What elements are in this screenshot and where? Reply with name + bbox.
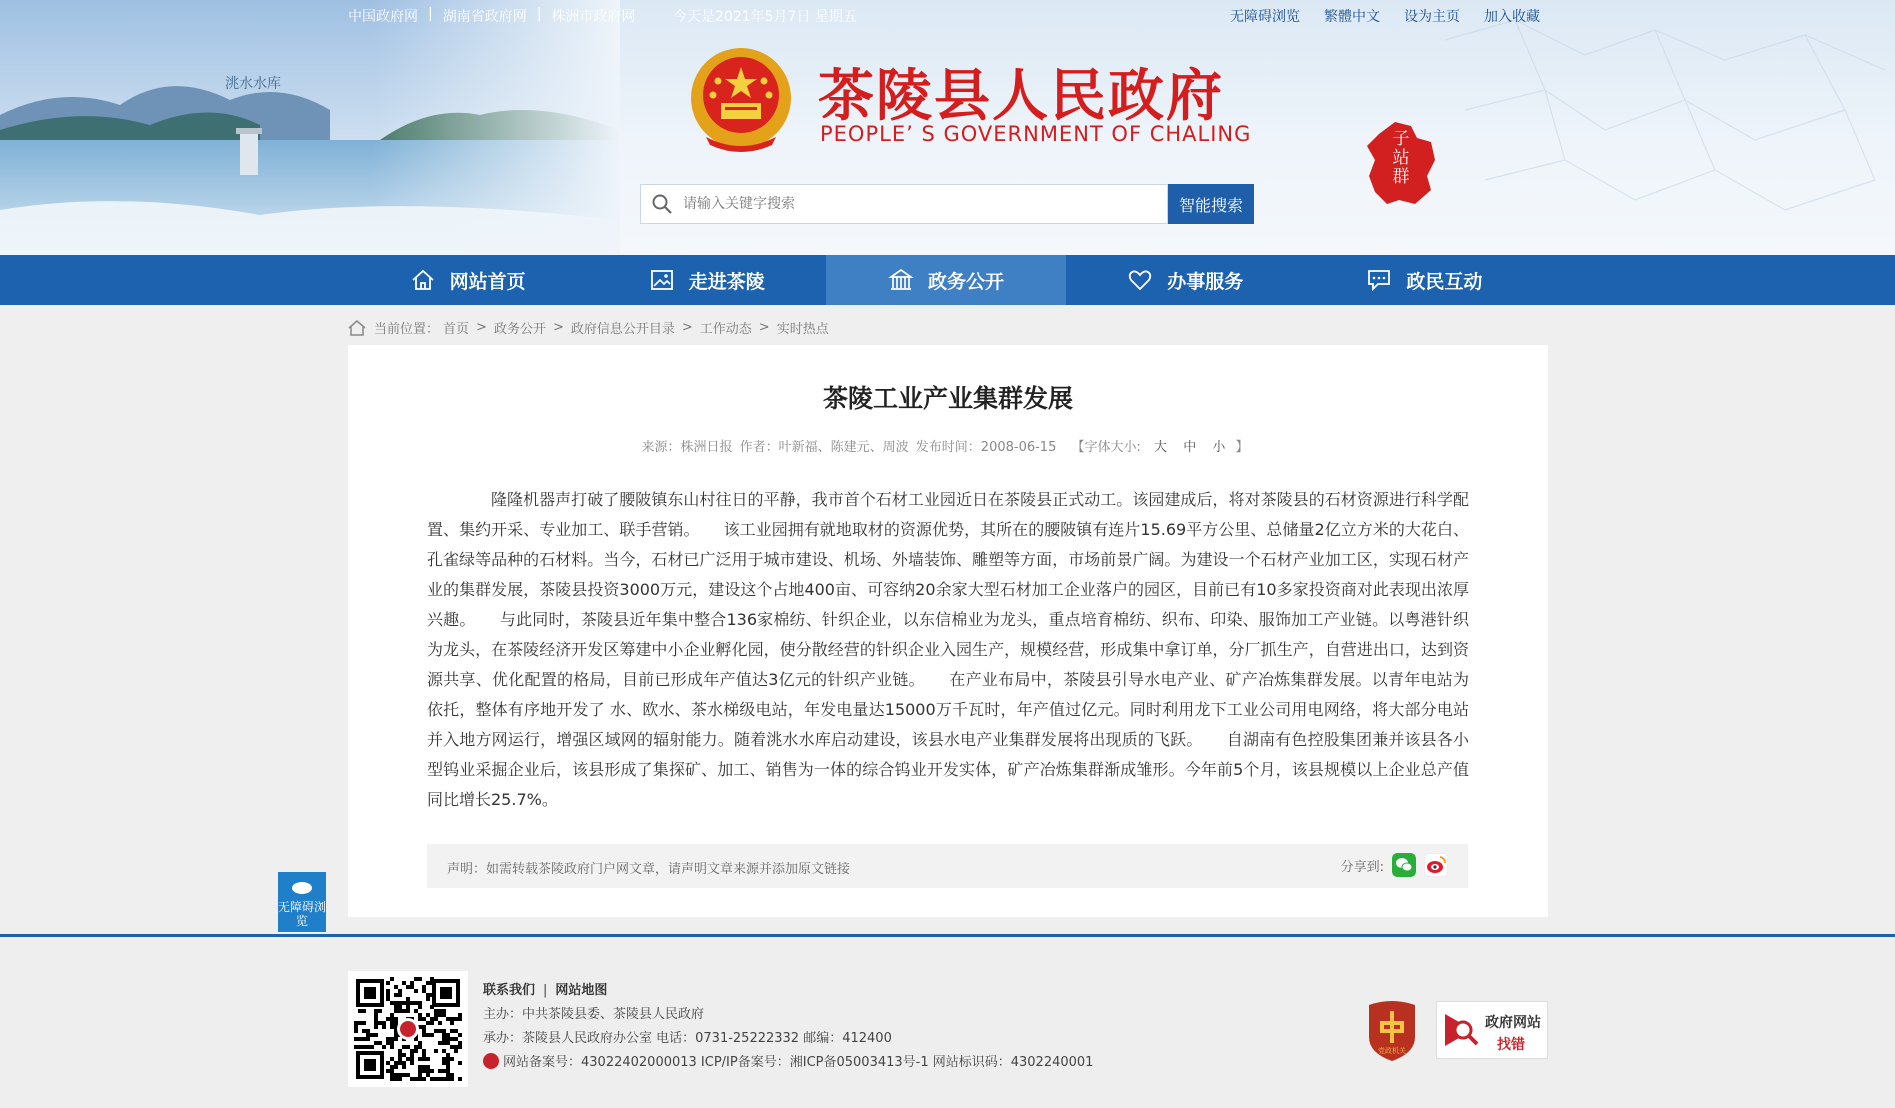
qr-code [348, 971, 468, 1087]
smart-search-button[interactable]: 智能搜索 [1168, 184, 1254, 224]
error-report-title: 政府网站 [1485, 1015, 1541, 1031]
footer-sponsor: 主办：中共茶陵县委、茶陵县人民政府 [483, 1007, 705, 1022]
search-box [640, 184, 1168, 224]
font-size-label: 【字体大小: [1071, 440, 1141, 455]
nav-item-label: 走进茶陵 [688, 270, 765, 293]
article-source: 来源：株洲日报 [641, 440, 733, 455]
font-size-control [1072, 440, 1252, 455]
link-add-favorite[interactable]: 加入收藏 [1484, 9, 1540, 25]
article-author: 作者：叶新福、陈建元、周波 [739, 440, 909, 455]
government-building-icon [888, 267, 914, 293]
breadcrumb-item-catalog[interactable]: 政府信息公开目录 [570, 322, 675, 337]
subsite-label[interactable]: 子站群 [1392, 129, 1410, 187]
font-size-end: 】 [1235, 440, 1249, 455]
reservoir-scenery-image [0, 0, 620, 255]
error-report-subtitle: 找错 [1497, 1037, 1525, 1053]
article-meta [348, 436, 1548, 455]
breadcrumb-item-home[interactable]: 首页 [443, 322, 470, 337]
national-emblem-icon[interactable] [688, 45, 794, 155]
breadcrumb-separator: > [681, 320, 693, 335]
nav-item-government-affairs[interactable] [826, 255, 1065, 305]
error-report-icon [1443, 1012, 1481, 1050]
map-decoration [1425, 0, 1895, 255]
nav-item-label: 网站首页 [449, 270, 526, 293]
breadcrumb-prefix: 当前位置： [374, 322, 440, 337]
nav-item-services[interactable] [1066, 255, 1305, 305]
article-title: 茶陵工业产业集群发展 [822, 384, 1073, 413]
footer-links: 联系我们 | 网站地图 [483, 983, 608, 998]
nav-item-label: 政民互动 [1406, 270, 1483, 293]
home-icon [410, 267, 436, 293]
separator: | [428, 6, 433, 22]
site-header [0, 0, 1895, 255]
breadcrumb-separator: > [476, 320, 487, 335]
footer-organizer: 承办：茶陵县人民政府办公室 电话：0731-25222332 邮编：412400 [483, 1031, 892, 1046]
wechat-icon[interactable] [1392, 853, 1416, 877]
link-hunan-gov[interactable]: 湖南省政府网 [442, 9, 527, 25]
search-icon [641, 184, 683, 224]
weibo-icon[interactable] [1424, 853, 1448, 877]
heart-icon [1127, 267, 1153, 293]
police-badge-icon [483, 1053, 499, 1069]
nav-item-label: 政务公开 [928, 270, 1005, 293]
link-zhuzhou-gov[interactable]: 株洲市政府网 [551, 9, 636, 25]
article-date: 发布时间：2008-06-15 [915, 440, 1057, 455]
link-contact-us[interactable]: 联系我们 [483, 983, 536, 998]
home-icon [348, 320, 366, 336]
gov-site-error-report[interactable] [1436, 1001, 1548, 1059]
breadcrumb-separator: > [758, 320, 770, 335]
font-size-medium[interactable]: 中 [1183, 440, 1197, 455]
article-body: 隆隆机器声打破了腰陂镇东山村往日的平静，我市首个石材工业园近日在茶陵县正式动工。该园建成后，将对茶陵县的石材资源进行科学配置、集约开采、专业加工、联手营销。 该工业园拥有就地取材的资源优势，其所在的腰陂镇有连片15.69平方公里、总储量2亿立方米的大花白、孔雀绿等品种的石材料。当今，石材已广泛用于城市建设、机场、外墙装饰、雕塑等方面，市场前景广阔。为建设一个石材产业加工区，实现石材产业的集群发展，茶陵县投资3000万元，建设这个占地400亩、可容纳20余家大型石材加工企业落户的园区，目前已有10多家投资商对此表现出浓厚兴趣。 与此同时，茶陵县近年集中整合136家棉纺、针织企业，以东信棉业为龙头，重点培育棉纺、织布、印染、服饰加工产业链。以粤港针织为龙头，在茶陵经济开发区筹建中小企业孵化园，使分散经营的针织企业入园生产，规模经营，形成集中拿订单，分厂抓生产，自营进出口，达到资源共享、优化配置的格局，目前已形成年产值达3亿元的针织产业链。 在产业布局中，茶陵县引导水电产业、矿产冶炼集群发展。以青年电站为依托，整体有序地开发了 水、欧水、茶水梯级电站，年发电量达15000万千瓦时，年产值过亿元。同时利用龙下工业公司用电网络，将大部分电站并入地方网运行，增强区域网的辐射能力。随着洮水水库启动建设，该县水电产业集群发展将出现质的飞跃。 自湖南有色控股集团兼并该县各小型钨业采掘企业后，该县形成了集探矿、加工、销售为一体的综合钨业开发实体，矿产冶炼集群渐成雏形。今年前5个月，该县规模以上企业总产值同比增长25.7%。 [427, 490, 1469, 809]
reprint-notice [427, 844, 1468, 888]
search-input[interactable] [683, 196, 1167, 212]
nav-item-interaction[interactable] [1305, 255, 1544, 305]
party-gov-label: 党政机关 [1378, 1047, 1406, 1055]
article-card [348, 345, 1548, 917]
footer-info [483, 979, 1093, 1075]
font-size-small[interactable]: 小 [1212, 440, 1226, 455]
link-set-homepage[interactable]: 设为主页 [1404, 9, 1460, 25]
link-traditional-chinese[interactable]: 繁體中文 [1324, 9, 1380, 25]
separator: | [536, 6, 542, 22]
nav-item-about-chaling[interactable] [587, 255, 826, 305]
font-size-large[interactable]: 大 [1154, 440, 1168, 455]
party-gov-organ-icon[interactable] [1365, 999, 1419, 1063]
share-label: 分享到: [1340, 859, 1384, 875]
nav-item-label: 办事服务 [1167, 270, 1244, 293]
chat-icon [1366, 267, 1392, 293]
picture-icon [649, 267, 675, 293]
top-right-links [1230, 6, 1540, 26]
scenery-caption: 洮水水库 [225, 76, 281, 92]
breadcrumb-item-work-news[interactable]: 工作动态 [699, 322, 752, 337]
nav-item-home[interactable] [348, 255, 587, 305]
search-bar [640, 184, 1254, 224]
share-bar [1341, 853, 1448, 877]
accessibility-button[interactable] [278, 872, 326, 932]
current-date: 今天是2021年5月7日 星期五 [673, 9, 857, 25]
breadcrumb-separator: > [552, 320, 564, 335]
eye-icon [292, 882, 312, 894]
breadcrumb [348, 318, 829, 337]
main-nav [0, 255, 1895, 305]
breadcrumb-item-hot-topics[interactable]: 实时热点 [776, 322, 829, 337]
link-china-gov[interactable]: 中国政府网 [348, 9, 418, 25]
link-sitemap[interactable]: 网站地图 [555, 983, 608, 998]
link-accessible-browse[interactable]: 无障碍浏览 [1230, 9, 1300, 25]
notice-text: 声明：如需转载茶陵政府门户网文章，请声明文章来源并添加原文链接 [447, 862, 851, 877]
site-subtitle: PEOPLE’ S GOVERNMENT OF CHALING [820, 122, 1252, 146]
top-utility-bar [348, 6, 1540, 28]
top-gov-links [348, 6, 635, 26]
site-title[interactable]: 茶陵县人民政府 [818, 63, 1224, 129]
accessibility-label: 无障碍浏览 [278, 900, 327, 928]
breadcrumb-item-gov-affairs[interactable]: 政务公开 [493, 322, 546, 337]
footer-record: 网站备案号：43022402000013 ICP/IP备案号：湘ICP备05003413号-1 网站标识码：4302240001 [503, 1055, 1094, 1070]
site-footer [0, 934, 1895, 1108]
